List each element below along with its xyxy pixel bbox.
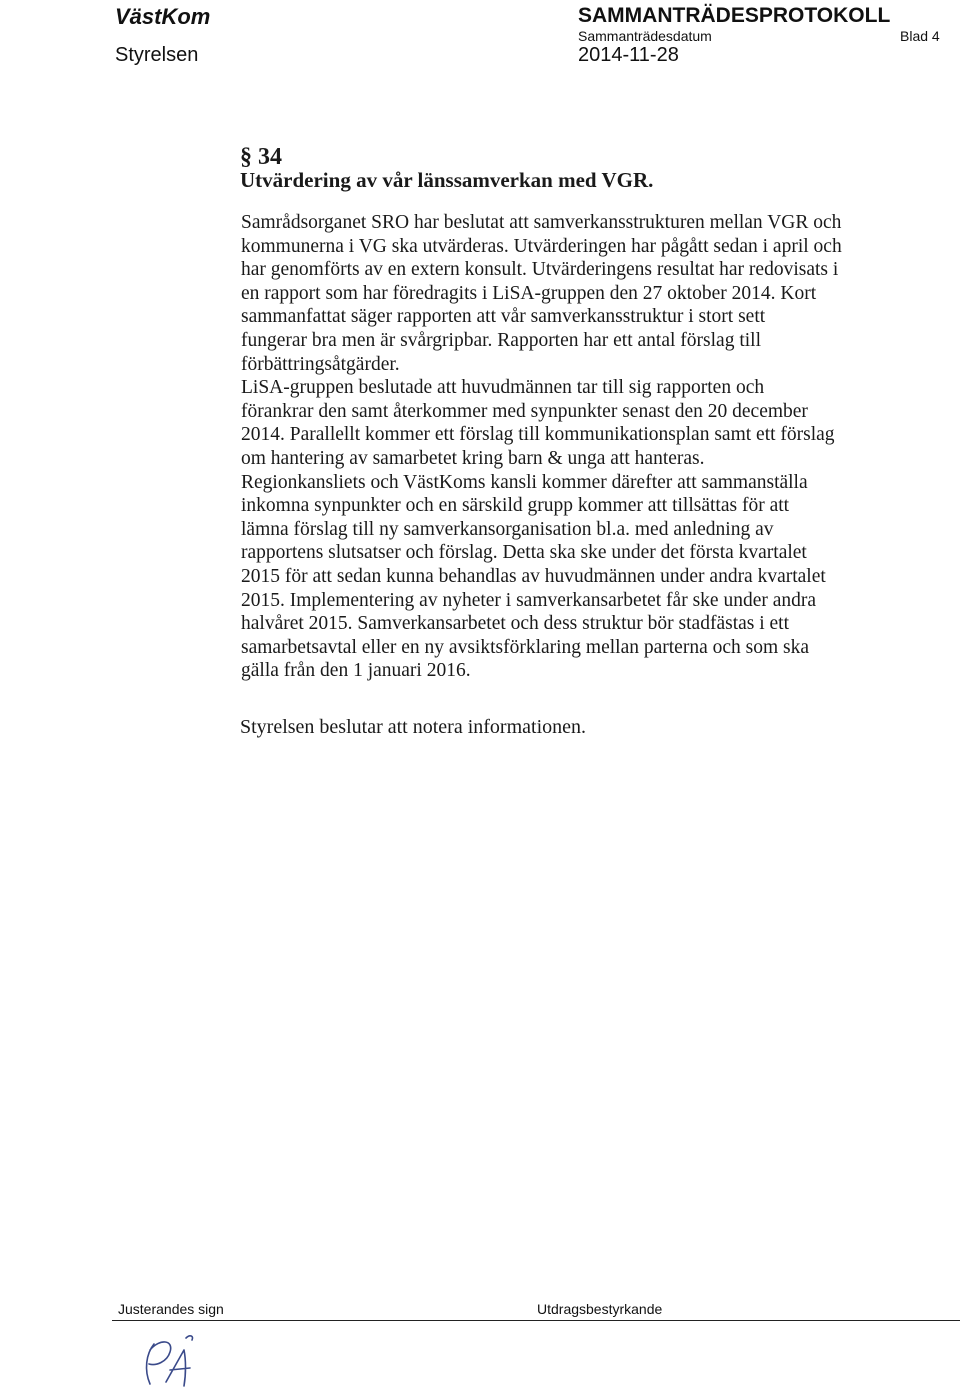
body-line: lämna förslag till ny samverkansorganisation bl.a. med anledning av [241, 518, 774, 540]
body-line: sammanfattat säger rapporten att vår samverkansstruktur i stort sett [241, 306, 766, 328]
organization-name: VästKom [115, 4, 211, 29]
body-line: halvåret 2015. Samverkansarbetet och dess struktur bör stadfästas i ett [241, 613, 790, 635]
unit-name: Styrelsen [115, 44, 199, 66]
body-line: rapportens slutsatser och förslag. Detta ska ske under det första kvartalet [241, 542, 807, 564]
footer-divider [112, 1320, 960, 1321]
body-line: förankrar den samt återkommer med synpunkter senast den 20 december [241, 400, 808, 422]
body-line: 2015 för att sedan kunna behandlas av huvudmännen under andra kvartalet [241, 565, 826, 587]
body-line: har genomförts av en extern konsult. Utvärderingens resultat har redovisats i [241, 259, 839, 281]
body-line: Samrådsorganet SRO har beslutat att samverkansstrukturen mellan VGR och [241, 212, 842, 233]
meeting-date: 2014-11-28 [578, 44, 679, 66]
adjuster-signature-label: Justerandes sign [118, 1301, 224, 1317]
extract-certification-label: Utdragsbestyrkande [537, 1301, 663, 1317]
body-line: LiSA-gruppen beslutade att huvudmännen tar till sig rapporten och [241, 377, 765, 399]
section-title: Utvärdering av vår länssamverkan med VGR. [240, 168, 654, 192]
body-line: förbättringsåtgärder. [241, 353, 400, 375]
signature-initials [140, 1330, 200, 1392]
body-line: inkomna synpunkter och en särskild grupp kommer att tillsättas för att [241, 495, 790, 517]
body-line: 2014. Parallellt kommer ett förslag till kommunikationsplan samt ett förslag [241, 424, 835, 446]
section-number: § 34 [240, 144, 282, 170]
decision-text: Styrelsen beslutar att notera informationen. [240, 716, 587, 738]
sheet-number: Blad 4 [900, 28, 940, 44]
body-line: 2015. Implementering av nyheter i samverkansarbetet får ske under andra [241, 589, 817, 611]
body-line: om hantering av samarbetet kring barn & unga att hanteras. [241, 447, 705, 469]
body-line: kommunerna i VG ska utvärderas. Utvärderingen har pågått sedan i april och [241, 235, 842, 257]
date-label: Sammanträdesdatum [578, 28, 712, 44]
section-body [241, 211, 956, 683]
body-line: fungerar bra men är svårgripbar. Rapporten har ett antal förslag till [241, 329, 761, 351]
body-line: en rapport som har föredragits i LiSA-gruppen den 27 oktober 2014. Kort [241, 282, 817, 304]
document-type: SAMMANTRÄDESPROTOKOLL [578, 4, 891, 27]
body-line: gälla från den 1 januari 2016. [241, 660, 471, 682]
body-line: Regionkansliets och VästKoms kansli kommer därefter att sammanställa [241, 471, 808, 493]
body-line: samarbetsavtal eller en ny avsiktsförklaring mellan parterna och som ska [241, 636, 810, 658]
